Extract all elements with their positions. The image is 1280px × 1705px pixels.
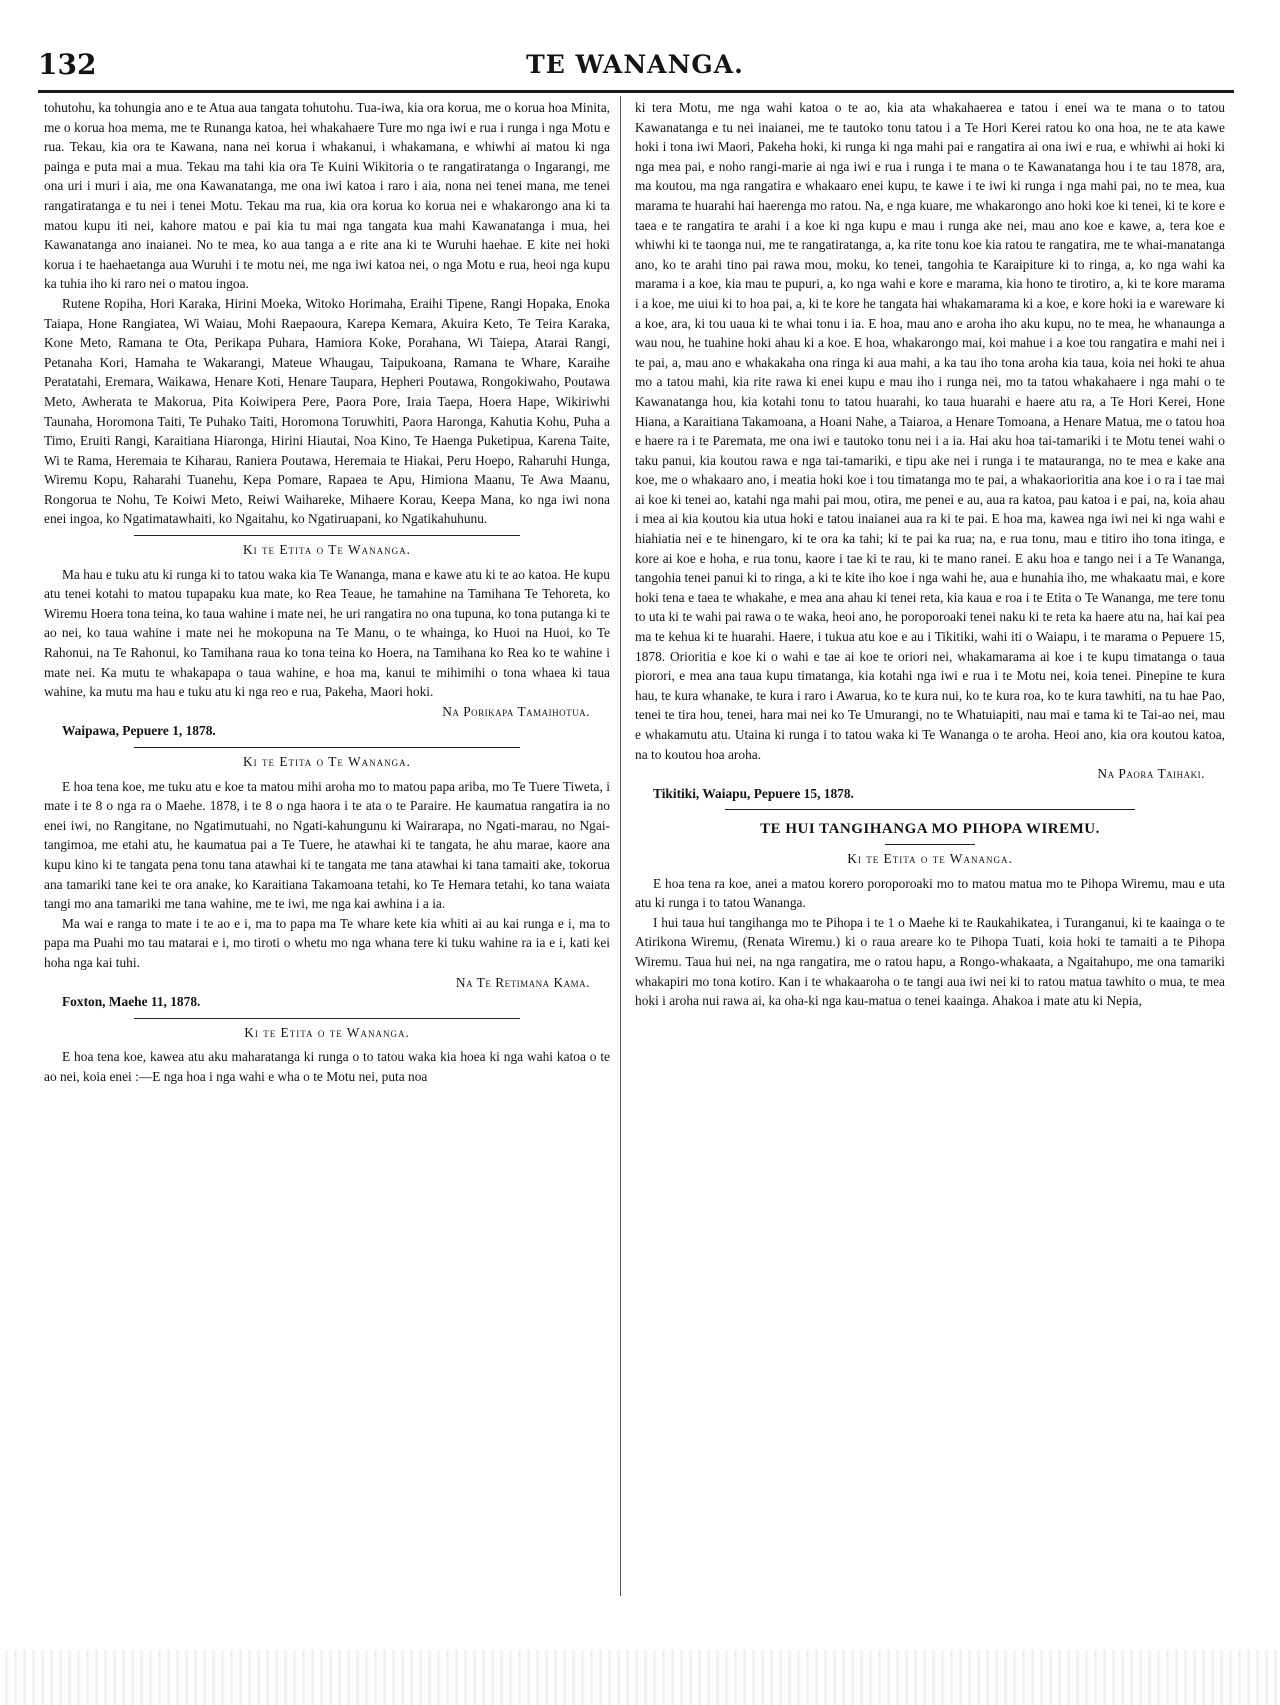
letter-body: E hoa tena koe, me tuku atu e koe ta matou mihi aroha mo to matou papa ariba, mo Te Tuere Tiweta, i mate i te 8 o nga ra o Maehe. 1878, i te 8 o nga haora i te ata o te Paraire. He kaumatua rangatira ia no enei iwi, no Rangitane, no Ngatimutuahi, no Ngati-kahungunu ki Wairarapa, no Ngati-marau, no Ngai-tangimoa, me etahi atu, he kaumatua pai a Te Tuere, he atawhai ki te tangata, he ahu marae, kaore ana kupu kino ki te tangata pena tonu tana atawhai ki te tangata me tana atawhai ki tana tamaiti ake, tokorua ana tamariki tane kei te ora anake, ko Karaitiana Takamoana tetahi, ko Te Hemara tetahi, ko tana waiata tangi mo ana tamariki me tana wahine, me te iwi, me nga kai awhina i a ia. (44, 778, 610, 912)
letter-dateline: Foxton, Maehe 11, 1878. (62, 994, 201, 1010)
section-divider (134, 535, 520, 536)
letter-signature: Na Porikapa Tamaihotua. (442, 703, 590, 719)
article-paragraph: E hoa tena ra koe, anei a matou korero poroporoaki mo to matou matua mo te Pihopa Wiremu, mau e uta atu ki runga i to tatou Wananga. (635, 875, 1225, 911)
page-number: 132 (38, 48, 97, 81)
letter-heading: Ki te Etita o Te Wananga. (242, 542, 412, 558)
signatories-list: Rutene Ropiha, Hori Karaka, Hirini Moeka, Witoko Horimaha, Eraihi Tipene, Rangi Hopaka, Enoka Taiapa, Hone Rangiatea, Wi Waiau, Mohi Raepaoura, Karepa Kemara, Akuira Keto, Te Teira Karaka, Kone Meto, Ramana te Ota, Perikapa Puhara, Hamiora Koke, Porahana, Wi Taiepa, Atarai Rangi, Petanaha Kori, Hamaha te Wakarangi, Mateue Whaugau, Taipukoana, Ramana te Whare, Karaihe Peratatahi, Eremara, Waikawa, Henare Koti, Henare Taupara, Hepheri Poutawa, Rongokiwaho, Poutawa Meto, Awherata te Makorua, Pita Koiwipera Pere, Paora Pore, Iraia Taepa, Hoera Hape, Wikiriwhi Taunaha, Horomona Taiti, Te Puhako Taiti, Horomona Toruwhiti, Paora Haronga, Kahutia Kohu, Puha a Timo, Eruiti Rangi, Karaitiana Hiaronga, Hirini Hiautai, Noa Kino, Te Haenga Puketipua, Karena Taite, Wi te Rama, Heremaia te Kiharau, Raniera Poutawa, Heremaia te Hiakai, Peru Hoepo, Raharuhi Hunga, Wiremu Kopu, Raharahi Tuanehu, Kepa Pomare, Rapaea te Apu, Himiona Maanu, Te Awa Maanu, Rongorua te Nohu, Te Koiwi Meto, Reiwi Waihareke, Mihaere Korau, Keepa Mana, ko nga iwi nona enei ingoa, ko Ngatimatawhaiti, ko Ngaitahu, ko Ngatiruapani, ko Ngatikahuhunu. (44, 295, 610, 527)
letter-dateline: Tikitiki, Waiapu, Pepuere 15, 1878. (653, 785, 854, 801)
article-paragraph: I hui taua hui tangihanga mo te Pihopa i te 1 o Maehe ki te Raukahikatea, i Turanganui, ki te kaainga o te Atirikona Wiremu, (Renata Wiremu.) ki o raua areare ko te Pihopa Tuati, koia hoki te tamaiti a te Pihopa Wiremu. Taua hui nei, na nga rangatira, me o ratou hapu, a Rongo-whakaata, a Ngaitahupo, me ona tamariki whakapiri mo tona kotiro. Kan i te whakaaroha o te tangi aua iwi nei ki to ratou matua tawhito o mua, te mea hoki i aroha nui rawa ai, ka oha-ki nga kau-matua o tenei kaainga. Ahakoa i mate atu ki Nepia, (635, 914, 1225, 1009)
letter-dateline: Waipawa, Pepuere 1, 1878. (62, 723, 216, 739)
left-column (44, 98, 610, 1598)
title-rule (885, 844, 975, 845)
letter-signature: Na Paora Taihaki. (1097, 766, 1205, 782)
letter-heading: Ki te Etita o Te Wananga. (242, 754, 412, 769)
letter-continuation: ki tera Motu, me nga wahi katoa o te ao, kia ata whakahaerea e tatou i enei wa te mana o to tatou Kawanatanga e tu nei inaianei, me te tautoko tonu tatou i a Te Hori Kerei ratou ko ona hoa, ne te ata kawe hoki i tona iwi Maori, Pakeha hoki, ki runga ki nga mahi pai e rangatira ai ona iwi e rua, e whiwhi ai hoki ki nga mea pai, e noho rangi-marie ai nga iwi e rua i runga i te mana o te Kawanatanga hou i te tau 1878, ara, ma koutou, ma nga rangatira e whakaaro enei kupu, te kawe i te iwi ki runga i nga mahi pai, no te mea, kua marama te huarahi hai haerenga mo ratou. Na, e nga kuare, me whakarongo ano hoki koe ki tenei, ki te kore e taea e te rangatira te arahi i a koe ki nga kupu e mau i runga ake nei, mau ano koe e kawe, a, tera koe e whiwhi ki te taonga nui, me te rangatiratanga, a, ka rite tonu koe kia ratou te rangatira, me te whai-manatanga ano, ko te arahi tino pai rawa mou, moku, ko tenei, tangohia te Karaipiture ki to ringa, a, ko nga wahi ka marama i a koe, kia mau te pupuri, a, ko nga wahi e kore e marama, kia hono te tirotiro, a, ki te kore marama i a koe, me uiui ki to hoa pai, a, ki te kore he tangata hai whakamarama ki a koe, e kore hoki ia e wareware ki a koe, ara, ki tou uaua ki te whai tonu i ia. E hoa, mau ano e aroha iho aku kupu, no te mea, he whanaunga a wau nou, he tuahine hoki ahau ki a koe. E hoa, whakarongo mai, koi mahue i a koe tou rangatira e mahi nei i te pai, a, mau ano e whakakaha ona ringa ki aua mahi, a ka tau iho tona aroha kia taua, koia nei hoki te ahua mo a tatou mahi, kia rite rawa ki enei kupu e mau iho i runga nei, mo ta tatou whakahaere i nga mahi o te Kawanatanga hou, kia kotahi tonu to tatou huarahi, ko taua huarahi e haere atu ra, a Te Hori Kerei, Hone Hiana, a Karaitiana Takamoana, a Hoani Nahe, a Taiaroa, a Henare Tomoana, a Henare Matua, me o tatou hoa e haere ra i te Paremata, me ona iwi e tautoko tonu nei i a ia. Hai aku hoa tai-tamariki i te Motu tenei wahi o taku panui, kia koutou rawa e nga tai-tamariki, e tipu ake nei i runga i te matauranga, no te mea e kake ana koe, me o whakaaro ano, i meatia hoki koe i tou timatanga mo te pai, a whakaorioritia ana koe i o ra i tae mai ai koe ki tenei ao, katahi nga mahi pai mou, otira, me penei e au, aua ra katoa, pau katoa i e pai, na, koia ahau i mea ai kia koutou kia utua hoki e tatou inaianei aua ra ki te pai. E hoa ma, kawea nga iwi nei ki nga wahi e hiahiatia nei e te hinengaro, ki te ora ka tahi; ki te pai ka rua; na, e rua tonu, mau e titiro iho tona itinga, e kore ai koe e hoha, e rua tonu, kaore i tae ki te rau, ki te mano ranei. E aku hoa e tango nei i a Te Wananga, tangohia tenei panui ki to ringa, a ki te kite iho koe i nga wahi he, aua e hunahia iho, me whakaatu mai, e kore hoki tena e taea te whakahe, e mea ana ahau ki tenei reta, kia kaua e roa i te Etita o Te Wananga, me tere tonu to uta ki te wahi pai rawa o te waka, heoi ano, he poroporoaki tenei naku ki te reta ka haere atu na, hai kai pea ma te kehua ki te huarahi. Haere, i tukua atu koe e au i Tikitiki, wahi iti o Waiapu, i te marama o Pepuere 15, 1878. Orioritia e koe ki o wahi e tae ai koe te oriori nei, whakamarama ai koe i te kupu timatanga o taua piorori, e mea ana taua kupu timatanga, kia kotahi nga iwi e rua i te Motu nei, koia tenei. Pinepine te kura hau, te kura whanake, te kura i raro i Awarua, ko te kura nui, ko te kura roa, ko te kura tawhiti, na tu hae Pao, tenei te tira hou, tenei, hara mai nei ko Te Umurangi, no te Whatuiapiti, nau mai e tama ki te Tai-ao nei, mau e whakamutu atu. Utaina ki runga i to tatou waka ki Te Wananga o te aroha. Heoi ano, kia ora koutou katoa, na to koutou hoa aroha. (635, 100, 1225, 762)
letter-signature: Na Te Retimana Kama. (455, 974, 590, 990)
petition-text: tohutohu, ka tohungia ano e te Atua aua tangata tohutohu. Tua-iwa, kia ora korua, me o korua hoa Minita, me o korua hoa mema, me te Runanga katoa, hei whakahaere Ture mo nga iwi e rua i runga i nga Motu e rua. Tekau, kia ora te Kawana, nana nei korua i whakanui, i whakamana, e whiwhi ai matou ki nga painga e puta mai a mua. Tekau ma tahi kia ora Te Kuini Wikitoria o te rangatiratanga o Ingarangi, me ona uri i muri i aia, me ona Kawanatanga, me ona iwi katoa i raro i aia, nona nei tenei mana, me tenei rangatiratanga e tu nei i tenei Motu. Tekau ma rua, kia ora korua ko korua nei e whakarongo ana ki ta matou kupu iti nei, kahore matou e pai kia tu mai nga tangata kua mahi Kawanatanga i mua, hei Kawanatanga ano inaianei. No te mea, ko aua tanga a e rite ana ki te Wuruhi haehae. E kite nei hoki korua i te haehaetanga aua Wuruhi i te motu nei, me nga iwi katoa nei, o nga Motu e rua, heoi nga kupu ka tuhia iho ki raro nei o matou ingoa. (44, 100, 610, 292)
letter-heading: Ki te Etita o te Wananga. (244, 1024, 410, 1040)
scan-noise (0, 1650, 1280, 1705)
section-divider (134, 747, 520, 748)
header-rule (38, 90, 1234, 93)
column-divider (620, 96, 621, 1596)
letter-body: Ma hau e tuku atu ki runga ki to tatou waka kia Te Wananga, mana e kawe atu ki te ao katoa. He kupu atu tenei kotahi to matou tupapaku kua mate, ko Rea Teaue, he tamahine na Tamihana Te Tehoreta, ko Wiremu Hoera tona teina, ko taua wahine i mate nei, he uri rangatira no ona tupuna, ko tona putanga ki te ao nei, ko taua wahine i mate nei he mokopuna na Te Manu, o te whainga, ko Huoi na Huoi, ko Te Rahonui, na Te Rahonui, ko Tamihana raua ko tona teina ko Hoera, na Tamihana ko Rea ko te wahine i mate nei. Ka mutu te whakapapa o taua wahine, e hoa ma, kanui te mihimihi o tona whaea ki taua wahine, ka mutu ma hau e tuku atu ki nga reo e rua, Pakeha, Maori hoki. (44, 566, 610, 700)
section-divider (725, 809, 1135, 810)
page-header (30, 48, 1240, 86)
letter-body: E hoa tena koe, kawea atu aku maharatanga ki runga o to tatou waka kia hoea ki nga wahi katoa o te ao nei, koia enei :—E nga hoa i nga wahi e wha o te Motu nei, puta noa (44, 1049, 610, 1084)
section-divider (134, 1018, 520, 1019)
letter-heading: Ki te Etita o te Wananga. (847, 850, 1013, 866)
masthead-title: TE WANANGA. (526, 50, 744, 79)
letter-lament: Ma wai e ranga to mate i te ao e i, ma to papa ma Te whare kete kia whiti ai au kai runga e i, ma to papa ma Puahi mo tau matarai e i, mo tiroti o whetu mo nga whana tere ki tuku wahine ra ia e i, kati kei hoha nga kai tuhi. (44, 915, 610, 970)
article-title: TE HUI TANGIHANGA MO PIHOPA WIREMU. (760, 821, 1100, 838)
right-column (635, 98, 1225, 1598)
